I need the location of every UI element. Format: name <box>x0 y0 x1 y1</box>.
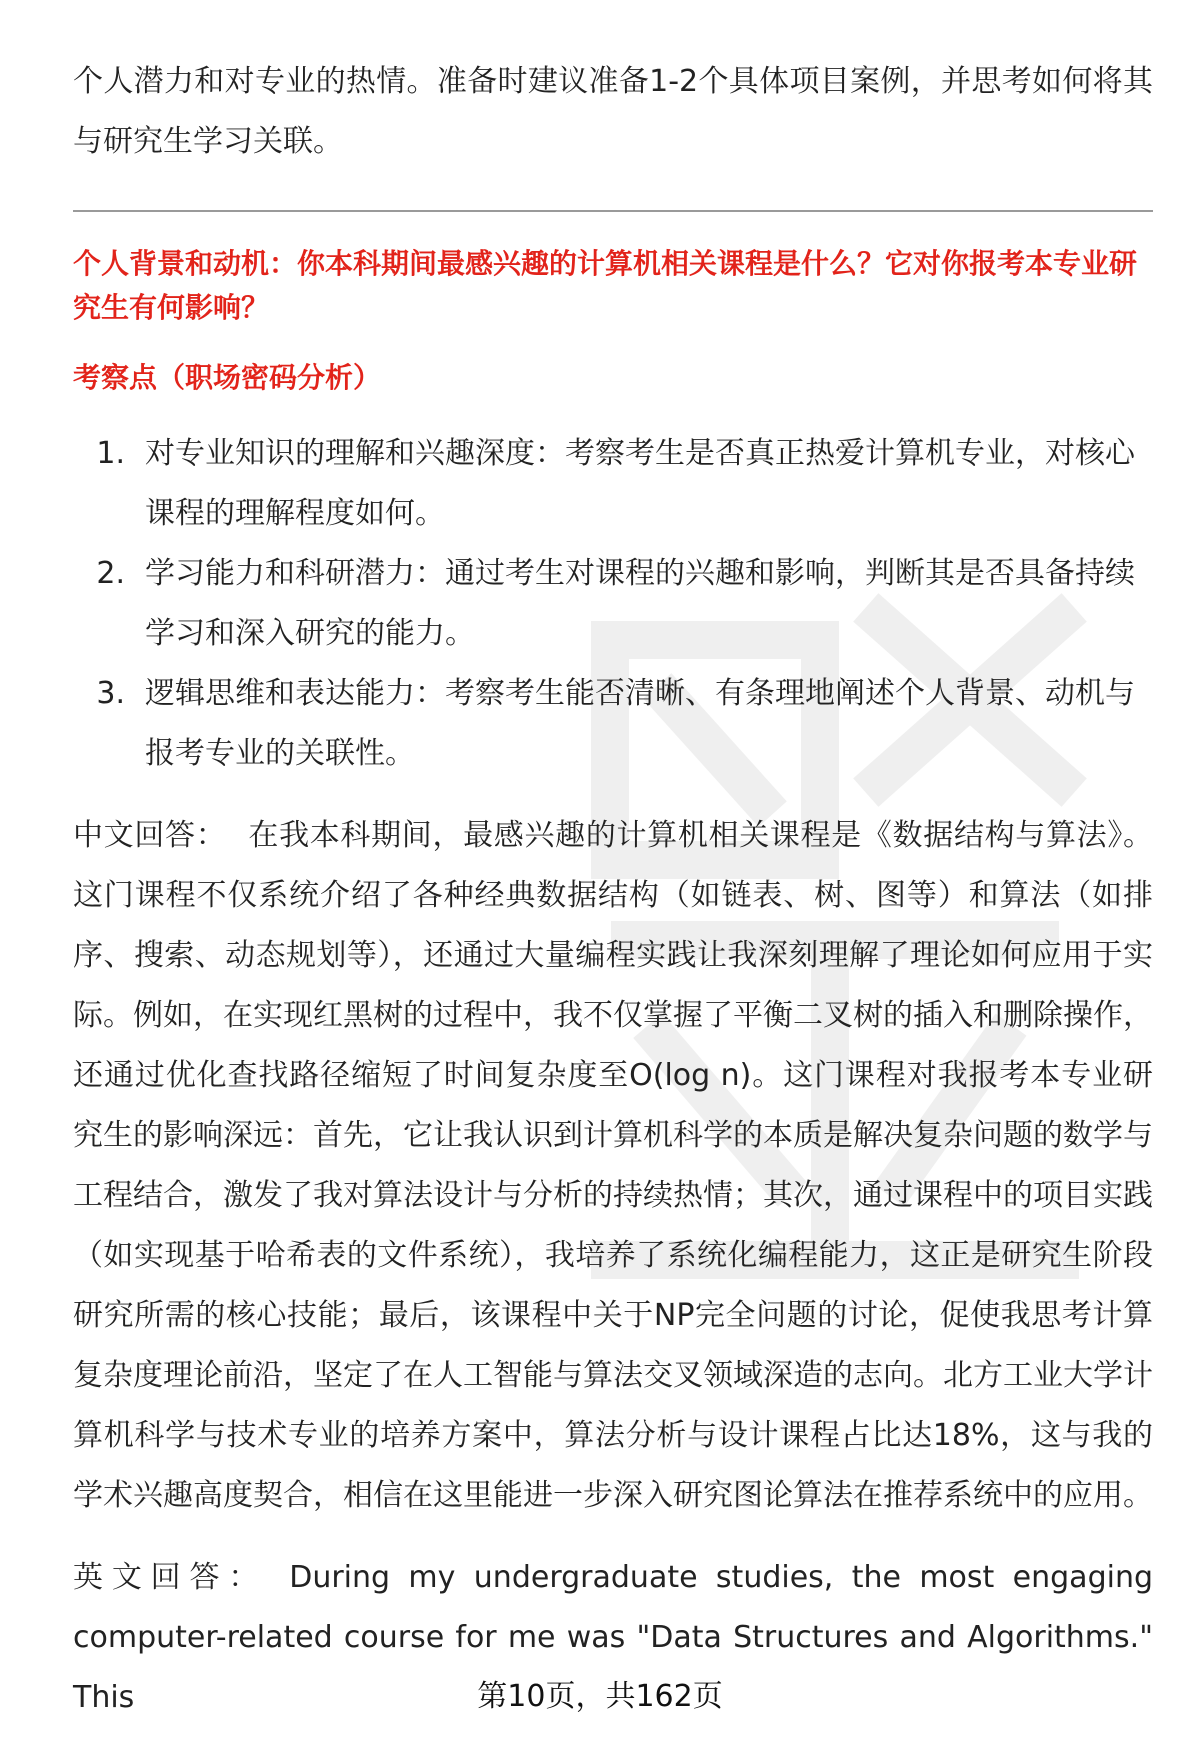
list-item-text: 逻辑思维和表达能力：考察考生能否清晰、有条理地阐述个人背景、动机与报考专业的关联性。 <box>145 676 1135 771</box>
focus-heading: 考察点（职场密码分析） <box>73 361 382 394</box>
english-answer-label: 英文回答： <box>73 1560 268 1595</box>
main-content <box>73 52 1153 1728</box>
list-item-text: 对专业知识的理解和兴趣深度：考察考生是否真正热爱计算机专业，对核心课程的理解程度如何。 <box>145 436 1135 531</box>
chinese-answer-paragraph <box>73 806 1153 1526</box>
list-item <box>73 664 1153 784</box>
list-item <box>73 544 1153 664</box>
chinese-answer-label: 中文回答： <box>73 818 227 853</box>
list-item-number: 1. <box>96 436 125 471</box>
list-item-text: 学习能力和科研潜力：通过考生对课程的兴趣和影响，判断其是否具备持续学习和深入研究的能力。 <box>145 556 1135 651</box>
list-item-number: 3. <box>96 676 125 711</box>
question-heading: 个人背景和动机：你本科期间最感兴趣的计算机相关课程是什么？它对你报考本专业研究生有何影响？ <box>73 247 1138 324</box>
list-item <box>73 424 1153 544</box>
intro-paragraph: 个人潜力和对专业的热情。准备时建议准备1-2个具体项目案例，并思考如何将其与研究生学习关联。 <box>73 64 1153 159</box>
chinese-answer-text: 在我本科期间，最感兴趣的计算机相关课程是《数据结构与算法》。这门课程不仅系统介绍了各种经典数据结构（如链表、树、图等）和算法（如排序、搜索、动态规划等），还通过大量编程实践让我深刻理解了理论如何应用于实际。例如，在实现红黑树的过程中，我不仅掌握了平衡二叉树的插入和删除操作，还通过优化查找路径缩短了时间复杂度至O(log n)。这门课程对我报考本专业研究生的影响深远：首先，它让我认识到计算机科学的本质是解决复杂问题的数学与工程结合，激发了我对算法设计与分析的持续热情；其次，通过课程中的项目实践（如实现基于哈希表的文件系统），我培养了系统化编程能力，这正是研究生阶段研究所需的核心技能；最后，该课程中关于NP完全问题的讨论，促使我思考计算复杂度理论前沿，坚定了在人工智能与算法交叉领域深造的志向。北方工业大学计算机科学与技术专业的培养方案中，算法分析与设计课程占比达18%，这与我的学术兴趣高度契合，相信在这里能进一步深入研究图论算法在推荐系统中的应用。 <box>73 818 1154 1513</box>
focus-list <box>73 424 1153 784</box>
list-item-number: 2. <box>96 556 125 591</box>
page-footer: 第10页，共162页 <box>477 1679 723 1714</box>
section-divider <box>73 210 1153 212</box>
english-answer-text: During my undergraduate studies, the most engaging computer-related course for me was "Data Structures and Algorithms." This <box>73 1560 1154 1715</box>
